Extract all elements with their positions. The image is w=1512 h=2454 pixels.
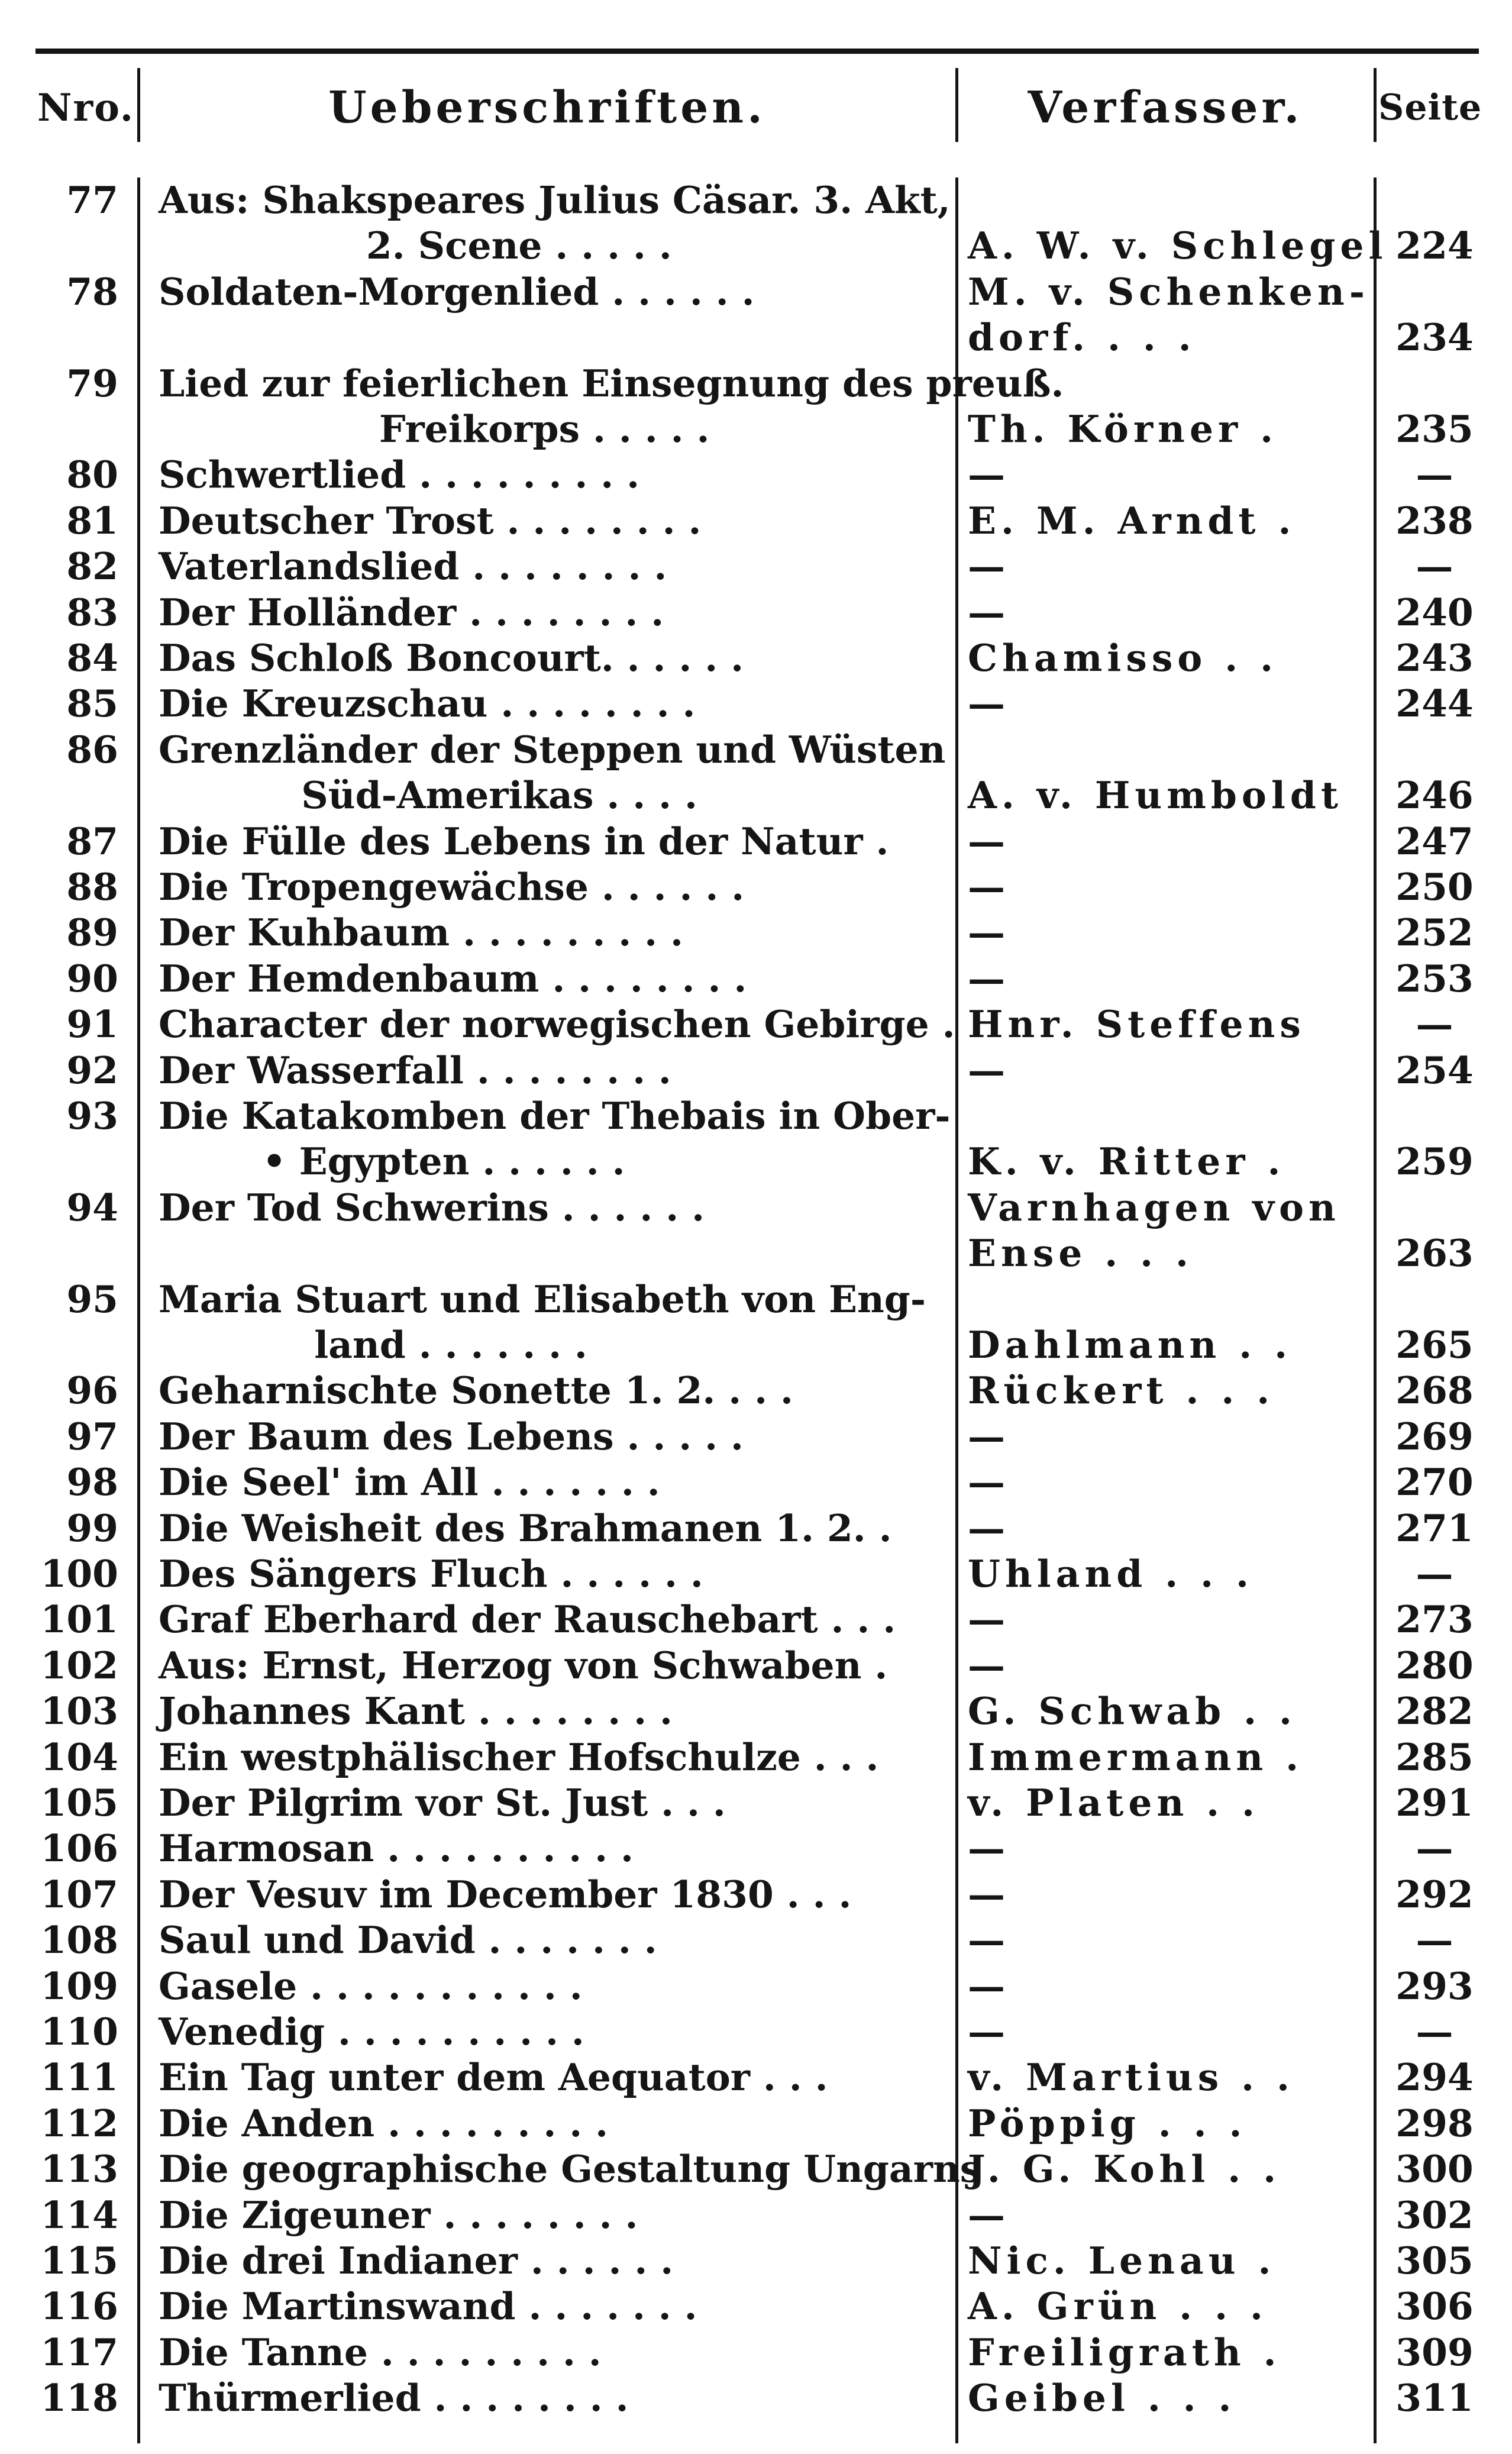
- entry-title: Thürmerlied . . . . . . . .: [159, 2376, 629, 2420]
- table-row: [0, 1826, 1512, 1871]
- table-row: [0, 1460, 1512, 1505]
- table-row: [0, 1002, 1512, 1047]
- entry-title: Der Hemdenbaum . . . . . . . .: [159, 956, 747, 1000]
- entry-number: 92: [66, 1048, 118, 1092]
- entry-title: Deutscher Trost . . . . . . . .: [159, 498, 702, 543]
- entry-number: 85: [66, 682, 118, 726]
- table-row: [0, 819, 1512, 864]
- table-row: [0, 864, 1512, 910]
- entry-number: 82: [66, 544, 118, 589]
- entry-author: —: [968, 1964, 1010, 2008]
- entry-page: 224: [1395, 224, 1474, 268]
- entry-author: G. Schwab . .: [968, 1689, 1297, 1733]
- entry-title: 2. Scene . . . . .: [159, 224, 672, 268]
- table-row: [0, 361, 1512, 406]
- entry-author: K. v. Ritter .: [968, 1139, 1285, 1184]
- header-author: Verfasser.: [1028, 82, 1303, 133]
- entry-page: 252: [1395, 910, 1474, 955]
- entry-author: —: [968, 682, 1010, 726]
- table-row: [0, 681, 1512, 726]
- entry-page: 246: [1395, 773, 1474, 818]
- table-row: [0, 2101, 1512, 2146]
- entry-author: Geibel . . .: [968, 2376, 1236, 2420]
- entry-page: 302: [1395, 2193, 1474, 2237]
- entry-title: Venedig . . . . . . . . . .: [159, 2010, 584, 2053]
- entry-page: 293: [1395, 1964, 1474, 2008]
- entry-number: 99: [66, 1506, 118, 1550]
- entry-title: Die Fülle des Lebens in der Natur .: [159, 819, 889, 863]
- entry-author: —: [968, 2010, 1010, 2053]
- table-row: [0, 315, 1512, 360]
- entry-number: 96: [66, 1368, 118, 1413]
- entry-title: Der Holländer . . . . . . . .: [159, 590, 664, 634]
- entry-page: 282: [1395, 1689, 1474, 1733]
- entry-author: Dahlmann . .: [968, 1323, 1293, 1367]
- entry-author: A. W. v. Schlegel: [968, 224, 1388, 268]
- entry-number: 107: [40, 1872, 118, 1916]
- entry-author: —: [968, 1414, 1010, 1458]
- entry-number: 114: [40, 2193, 118, 2237]
- entry-author: —: [968, 453, 1010, 497]
- entry-page: —: [1416, 544, 1453, 589]
- entry-page: 234: [1395, 315, 1474, 360]
- entry-author: —: [968, 1506, 1010, 1550]
- entry-author: Uhland . . .: [968, 1552, 1253, 1596]
- table-row: [0, 1277, 1512, 1322]
- entry-page: —: [1416, 2010, 1453, 2053]
- table-row: [0, 635, 1512, 681]
- entry-author: —: [968, 590, 1010, 634]
- table-row: [0, 2284, 1512, 2329]
- entry-title: Graf Eberhard der Rauschebart . . .: [159, 1597, 896, 1642]
- entry-title: Die Seel' im All . . . . . . .: [159, 1460, 660, 1504]
- entry-title: Süd-Amerikas . . . .: [159, 773, 697, 818]
- table-row: [0, 223, 1512, 269]
- table-row: [0, 2146, 1512, 2192]
- entry-title: Johannes Kant . . . . . . . .: [159, 1689, 673, 1733]
- table-row: [0, 2330, 1512, 2375]
- entry-page: 253: [1395, 956, 1474, 1000]
- entry-author: —: [968, 910, 1010, 955]
- entry-title: Die Zigeuner . . . . . . . .: [159, 2193, 638, 2237]
- entry-title: Die Tanne . . . . . . . . .: [159, 2330, 602, 2374]
- table-row: [0, 1048, 1512, 1093]
- entry-author: —: [968, 865, 1010, 909]
- entry-number: 118: [40, 2376, 118, 2420]
- entry-number: 110: [40, 2010, 118, 2053]
- entry-number: 93: [66, 1094, 118, 1138]
- entry-author: dorf. . . .: [968, 315, 1196, 360]
- entry-page: —: [1416, 1002, 1453, 1047]
- entry-number: 84: [66, 636, 118, 680]
- entry-page: 271: [1395, 1506, 1474, 1550]
- entry-number: 87: [66, 819, 118, 863]
- entry-title: Aus: Shakspeares Julius Cäsar. 3. Akt,: [159, 178, 951, 222]
- table-row: [0, 1139, 1512, 1184]
- header-page: Seite: [1378, 87, 1482, 128]
- entry-author: Chamisso . .: [968, 636, 1278, 680]
- entry-number: 98: [66, 1460, 118, 1504]
- entry-page: —: [1416, 453, 1453, 497]
- entry-number: 78: [66, 269, 118, 314]
- table-row: [0, 1917, 1512, 1963]
- entry-title: Der Baum des Lebens . . . . .: [159, 1414, 744, 1458]
- entry-page: 244: [1395, 682, 1474, 726]
- entry-number: 108: [40, 1918, 118, 1962]
- table-row: [0, 1872, 1512, 1917]
- entry-title: Die Anden . . . . . . . . .: [159, 2101, 608, 2145]
- entry-title: Vaterlandslied . . . . . . . .: [159, 544, 667, 589]
- entry-title: Aus: Ernst, Herzog von Schwaben .: [159, 1643, 888, 1687]
- table-row: [0, 1688, 1512, 1734]
- table-row: [0, 1368, 1512, 1413]
- entry-page: 240: [1395, 590, 1474, 634]
- entry-page: 259: [1395, 1139, 1474, 1184]
- entry-page: 238: [1395, 498, 1474, 543]
- entry-page: —: [1416, 1918, 1453, 1962]
- entry-number: 77: [66, 178, 118, 222]
- entry-title: Grenzländer der Steppen und Wüsten: [159, 727, 946, 771]
- table-row: [0, 773, 1512, 818]
- entry-author: —: [968, 1643, 1010, 1687]
- column-rule-3: [1374, 68, 1377, 142]
- entry-number: 104: [40, 1735, 118, 1779]
- entry-page: 285: [1395, 1735, 1474, 1779]
- table-row: [0, 1414, 1512, 1460]
- entry-page: 250: [1395, 865, 1474, 909]
- entry-number: 102: [40, 1643, 118, 1687]
- table-row: [0, 1964, 1512, 2009]
- entry-number: 111: [40, 2055, 118, 2100]
- entry-number: 86: [66, 727, 118, 771]
- entry-title: Ein westphälischer Hofschulze . . .: [159, 1735, 879, 1779]
- entry-title: Die Kreuzschau . . . . . . . .: [159, 682, 696, 726]
- entry-page: 300: [1395, 2147, 1474, 2191]
- entry-title: Soldaten-Morgenlied . . . . . .: [159, 269, 755, 314]
- entry-number: 100: [40, 1552, 118, 1596]
- entry-number: 91: [66, 1002, 118, 1047]
- entry-number: 81: [66, 498, 118, 543]
- entry-page: 247: [1395, 819, 1474, 863]
- entry-author: —: [968, 1460, 1010, 1504]
- entry-author: Pöppig . . .: [968, 2101, 1247, 2145]
- column-rule-2: [955, 68, 958, 142]
- table-row: [0, 177, 1512, 223]
- table-row: [0, 2238, 1512, 2284]
- entry-page: —: [1416, 1552, 1453, 1596]
- entry-page: 235: [1395, 407, 1474, 451]
- entry-author: E. M. Arndt .: [968, 498, 1296, 543]
- table-row: [0, 2009, 1512, 2055]
- table-row: [0, 2055, 1512, 2100]
- entry-title: Der Tod Schwerins . . . . . .: [159, 1185, 705, 1229]
- header-title: Ueberschriften.: [328, 82, 766, 133]
- entry-title: Maria Stuart und Elisabeth von Eng-: [159, 1277, 926, 1321]
- entry-author: —: [968, 1918, 1010, 1962]
- entry-page: 273: [1395, 1597, 1474, 1642]
- entry-number: 109: [40, 1964, 118, 2008]
- top-rule: [35, 49, 1479, 54]
- entry-number: 94: [66, 1185, 118, 1229]
- entry-number: 103: [40, 1689, 118, 1733]
- table-row: [0, 1322, 1512, 1368]
- entry-page: 263: [1395, 1231, 1474, 1276]
- table-row: [0, 956, 1512, 1002]
- entry-page: —: [1416, 1826, 1453, 1871]
- entry-author: —: [968, 1826, 1010, 1871]
- entry-page: 294: [1395, 2055, 1474, 2100]
- entry-page: 292: [1395, 1872, 1474, 1916]
- entry-author: —: [968, 544, 1010, 589]
- entry-title: Die drei Indianer . . . . . .: [159, 2239, 674, 2282]
- entry-page: 291: [1395, 1781, 1474, 1825]
- entry-author: Immermann .: [968, 1735, 1304, 1779]
- entry-number: 83: [66, 590, 118, 634]
- entry-number: 117: [40, 2330, 118, 2374]
- entry-number: 97: [66, 1414, 118, 1458]
- entry-title: Freikorps . . . . .: [159, 407, 710, 451]
- entry-title: Gasele . . . . . . . . . . .: [159, 1964, 583, 2008]
- entry-title: Harmosan . . . . . . . . . .: [159, 1826, 634, 1871]
- entry-page: 269: [1395, 1414, 1474, 1458]
- entry-number: 115: [40, 2239, 118, 2282]
- entry-title: Character der norwegischen Gebirge .: [159, 1002, 955, 1047]
- entry-number: 90: [66, 956, 118, 1000]
- entry-author: M. v. Schenken-: [968, 269, 1369, 314]
- entry-author: —: [968, 2193, 1010, 2237]
- table-row: [0, 498, 1512, 544]
- entry-title: Das Schloß Boncourt. . . . . .: [159, 636, 744, 680]
- table-row: [0, 1093, 1512, 1139]
- entry-number: 88: [66, 865, 118, 909]
- table-row: [0, 1551, 1512, 1597]
- column-rule-1: [137, 68, 140, 142]
- table-row: [0, 2375, 1512, 2421]
- entry-author: v. Platen . .: [968, 1781, 1259, 1825]
- entry-page: 298: [1395, 2101, 1474, 2145]
- entry-page: 254: [1395, 1048, 1474, 1092]
- entry-page: 268: [1395, 1368, 1474, 1413]
- entry-title: Die geographische Gestaltung Ungarns: [159, 2147, 981, 2191]
- entry-title: Der Pilgrim vor St. Just . . .: [159, 1781, 726, 1825]
- entry-number: 80: [66, 453, 118, 497]
- entry-title: Die Martinswand . . . . . . .: [159, 2284, 697, 2329]
- table-row: [0, 1780, 1512, 1826]
- entry-author: Rückert . . .: [968, 1368, 1275, 1413]
- entry-number: 113: [40, 2147, 118, 2191]
- entry-author: —: [968, 1048, 1010, 1092]
- entry-author: Ense . . .: [968, 1231, 1193, 1276]
- table-row: [0, 2193, 1512, 2238]
- entry-page: 305: [1395, 2239, 1474, 2282]
- entry-author: J. G. Kohl . .: [968, 2147, 1281, 2191]
- entry-author: —: [968, 1597, 1010, 1642]
- entry-author: Varnhagen von: [968, 1185, 1340, 1229]
- table-row: [0, 1231, 1512, 1276]
- entry-number: 79: [66, 361, 118, 405]
- entry-title: Schwertlied . . . . . . . . .: [159, 453, 640, 497]
- table-row: [0, 727, 1512, 773]
- entry-title: Ein Tag unter dem Aequator . . .: [159, 2055, 828, 2100]
- table-row: [0, 910, 1512, 955]
- table-row: [0, 544, 1512, 589]
- entry-title: Der Kuhbaum . . . . . . . . .: [159, 910, 683, 955]
- entry-author: —: [968, 819, 1010, 863]
- entry-page: 309: [1395, 2330, 1474, 2374]
- entry-number: 112: [40, 2101, 118, 2145]
- entry-author: —: [968, 956, 1010, 1000]
- entry-number: 116: [40, 2284, 118, 2329]
- entry-page: 280: [1395, 1643, 1474, 1687]
- entry-page: 243: [1395, 636, 1474, 680]
- entry-author: Nic. Lenau .: [968, 2239, 1276, 2282]
- table-row: [0, 269, 1512, 315]
- entry-title: Der Wasserfall . . . . . . . .: [159, 1048, 671, 1092]
- entry-title: Die Weisheit des Brahmanen 1. 2. .: [159, 1506, 892, 1550]
- entry-page: 306: [1395, 2284, 1474, 2329]
- entry-author: —: [968, 1872, 1010, 1916]
- table-row: [0, 1506, 1512, 1551]
- entry-title: Die Tropengewächse . . . . . .: [159, 865, 745, 909]
- entry-page: 270: [1395, 1460, 1474, 1504]
- entry-title: Die Katakomben der Thebais in Ober-: [159, 1094, 951, 1138]
- entry-author: v. Martius . .: [968, 2055, 1294, 2100]
- entry-author: A. v. Humboldt: [968, 773, 1343, 818]
- entry-number: 106: [40, 1826, 118, 1871]
- entry-page: 311: [1395, 2376, 1474, 2420]
- entry-number: 101: [40, 1597, 118, 1642]
- entry-title: Saul und David . . . . . . .: [159, 1918, 657, 1962]
- entry-page: 265: [1395, 1323, 1474, 1367]
- header-nr: Nro.: [37, 85, 135, 130]
- entry-author: A. Grün . . .: [968, 2284, 1268, 2329]
- table-row: [0, 406, 1512, 452]
- entry-title: • Egypten . . . . . .: [159, 1139, 625, 1184]
- table-row: [0, 1643, 1512, 1688]
- entry-number: 105: [40, 1781, 118, 1825]
- entry-author: Th. Körner .: [968, 407, 1278, 451]
- table-row: [0, 1735, 1512, 1780]
- entry-title: Lied zur feierlichen Einsegnung des preuß.: [159, 361, 1064, 405]
- entry-title: land . . . . . . .: [159, 1323, 587, 1367]
- entry-title: Der Vesuv im December 1830 . . .: [159, 1872, 852, 1916]
- entry-number: 95: [66, 1277, 118, 1321]
- table-row: [0, 452, 1512, 498]
- table-row: [0, 590, 1512, 635]
- entry-title: Geharnischte Sonette 1. 2. . . .: [159, 1368, 793, 1413]
- entry-author: Freiligrath .: [968, 2330, 1281, 2374]
- entry-author: Hnr. Steffens: [968, 1002, 1306, 1047]
- entry-number: 89: [66, 910, 118, 955]
- table-row: [0, 1185, 1512, 1231]
- entry-title: Des Sängers Fluch . . . . . .: [159, 1552, 703, 1596]
- table-row: [0, 1597, 1512, 1642]
